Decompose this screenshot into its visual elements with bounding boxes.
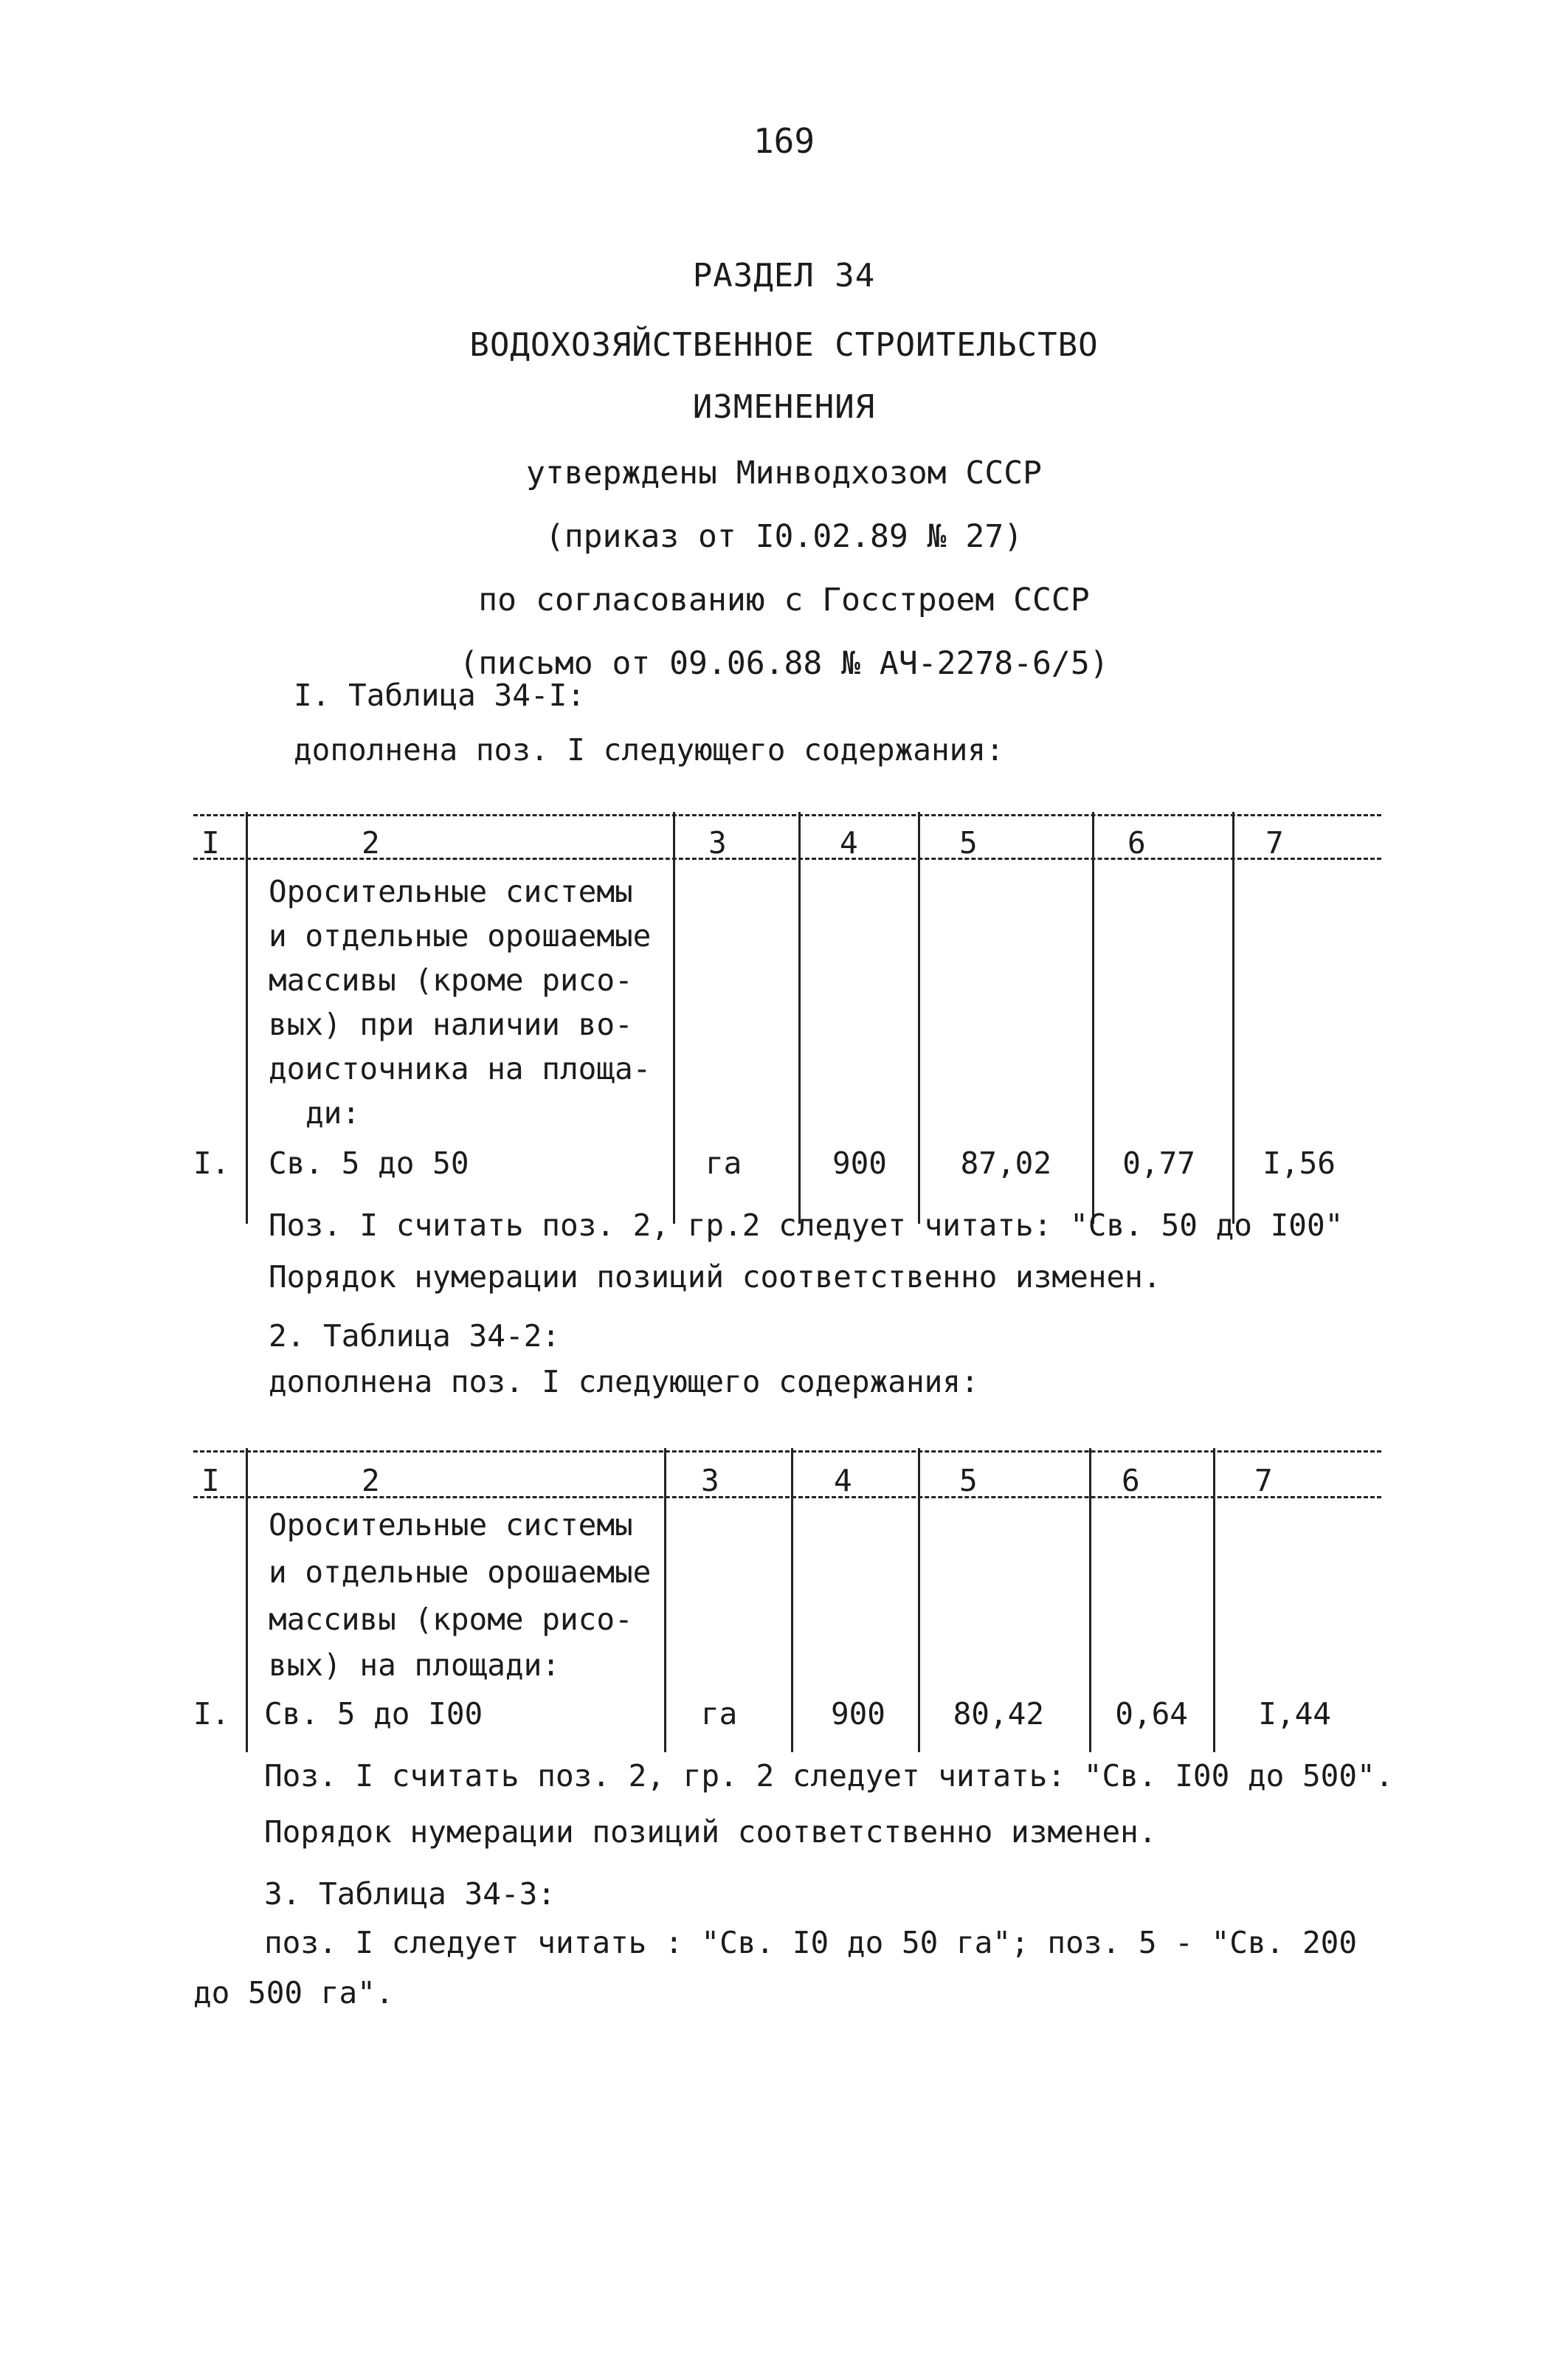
item3-line-1: поз. I следует читать : "Св. I0 до 50 га"; поз. 5 - "Св. 200 <box>264 1925 1358 1960</box>
item2-title: 2. Таблица 34-2: <box>269 1318 560 1354</box>
table1-desc-line: ди: <box>305 1095 361 1131</box>
item1-note-2: Порядок нумерации позиций соответственно изменен. <box>269 1259 1161 1295</box>
table1-row-col7: I,56 <box>1263 1146 1336 1181</box>
approval-line-1: утверждены Минводхозом СССР <box>526 455 1042 492</box>
table1-row-name: Св. 5 до 50 <box>269 1146 469 1181</box>
table1-header-col-7: 7 <box>1265 825 1284 861</box>
table2-top-rule <box>193 1450 1381 1453</box>
table2-desc-line: вых) на площади: <box>269 1647 560 1683</box>
table2-header-col-3: 3 <box>701 1463 719 1498</box>
approval-line-2: (приказ от I0.02.89 № 27) <box>545 518 1023 555</box>
table1-desc-line: вых) при наличии во- <box>269 1007 633 1042</box>
table2-desc-line: и отдельные орошаемые <box>269 1554 652 1590</box>
changes-heading: ИЗМЕНЕНИЯ <box>692 388 876 426</box>
table2-col-divider-4 <box>918 1448 920 1752</box>
item2-note-1: Поз. I считать поз. 2, гр. 2 следует читать: "Св. I00 до 500". <box>264 1758 1394 1794</box>
table2-row-col7: I,44 <box>1258 1696 1331 1732</box>
item2-note-2: Порядок нумерации позиций соответственно изменен. <box>264 1814 1157 1850</box>
table2-row-col6: 0,64 <box>1115 1696 1188 1732</box>
table2-header-col-6: 6 <box>1122 1463 1140 1498</box>
table2-col-divider-3 <box>791 1448 793 1752</box>
table1-desc-line: доисточника на площа- <box>269 1051 652 1086</box>
table2-col-divider-2 <box>664 1448 666 1752</box>
table2-col-divider-6 <box>1213 1448 1215 1752</box>
table1-col-divider-3 <box>798 812 801 1224</box>
table2-row-pos: I. <box>193 1696 230 1732</box>
table1-col-divider-1 <box>246 812 248 1224</box>
table1-row-unit: га <box>705 1146 742 1181</box>
table1-header-col-6: 6 <box>1127 825 1146 861</box>
table1-top-rule <box>193 814 1381 816</box>
page-number: 169 <box>753 121 815 161</box>
item1-title: I. Таблица 34-I: <box>294 678 585 713</box>
table2-row-name: Св. 5 до I00 <box>264 1696 483 1732</box>
item1-intro: дополнена поз. I следующего содержания: <box>294 732 1004 768</box>
table1-header-col-4: 4 <box>840 825 858 861</box>
table1-desc-line: массивы (кроме рисо- <box>269 962 633 998</box>
item3-line-2: до 500 га". <box>193 1975 394 2011</box>
approval-line-3: по согласованию с Госстроем СССР <box>478 582 1090 619</box>
table2-header-col-1: I <box>201 1463 220 1498</box>
section-subtitle: ВОДОХОЗЯЙСТВЕННОЕ СТРОИТЕЛЬСТВО <box>469 326 1099 364</box>
table1-row-col5: 87,02 <box>960 1146 1051 1181</box>
table1-row-col6: 0,77 <box>1122 1146 1195 1181</box>
table1-header-col-3: 3 <box>708 825 727 861</box>
table1-header-col-1: I <box>201 825 220 861</box>
item2-intro: дополнена поз. I следующего содержания: <box>269 1364 979 1399</box>
table2-header-col-7: 7 <box>1254 1463 1273 1498</box>
table2-header-col-2: 2 <box>362 1463 380 1498</box>
table1-col-divider-2 <box>673 812 675 1224</box>
table2-col-divider-1 <box>246 1448 248 1752</box>
table2-row-col4: 900 <box>830 1696 885 1732</box>
table1-desc-line: Оросительные системы <box>269 874 633 909</box>
table2-desc-line: массивы (кроме рисо- <box>269 1602 633 1637</box>
table1-desc-line: и отдельные орошаемые <box>269 918 652 954</box>
approval-line-4: (письмо от 09.06.88 № АЧ-2278-6/5) <box>459 645 1109 682</box>
table1-header-col-2: 2 <box>362 825 380 861</box>
table2-header-col-4: 4 <box>834 1463 852 1498</box>
table2-header-col-5: 5 <box>959 1463 978 1498</box>
table1-row-pos: I. <box>193 1146 230 1181</box>
table2-row-col5: 80,42 <box>953 1696 1044 1732</box>
table1-header-col-5: 5 <box>959 825 978 861</box>
section-title: РАЗДЕЛ 34 <box>692 257 876 294</box>
table1-col-divider-5 <box>1092 812 1094 1224</box>
table1-row-col4: 900 <box>832 1146 887 1181</box>
table2-col-divider-5 <box>1089 1448 1091 1752</box>
table2-desc-line: Оросительные системы <box>269 1507 633 1543</box>
table2-row-unit: га <box>701 1696 738 1732</box>
table1-col-divider-4 <box>918 812 920 1224</box>
item1-note-1: Поз. I считать поз. 2, гр.2 следует читать: "Св. 50 до I00" <box>269 1207 1344 1243</box>
item3-title: 3. Таблица 34-3: <box>264 1876 556 1912</box>
table1-col-divider-6 <box>1232 812 1234 1224</box>
